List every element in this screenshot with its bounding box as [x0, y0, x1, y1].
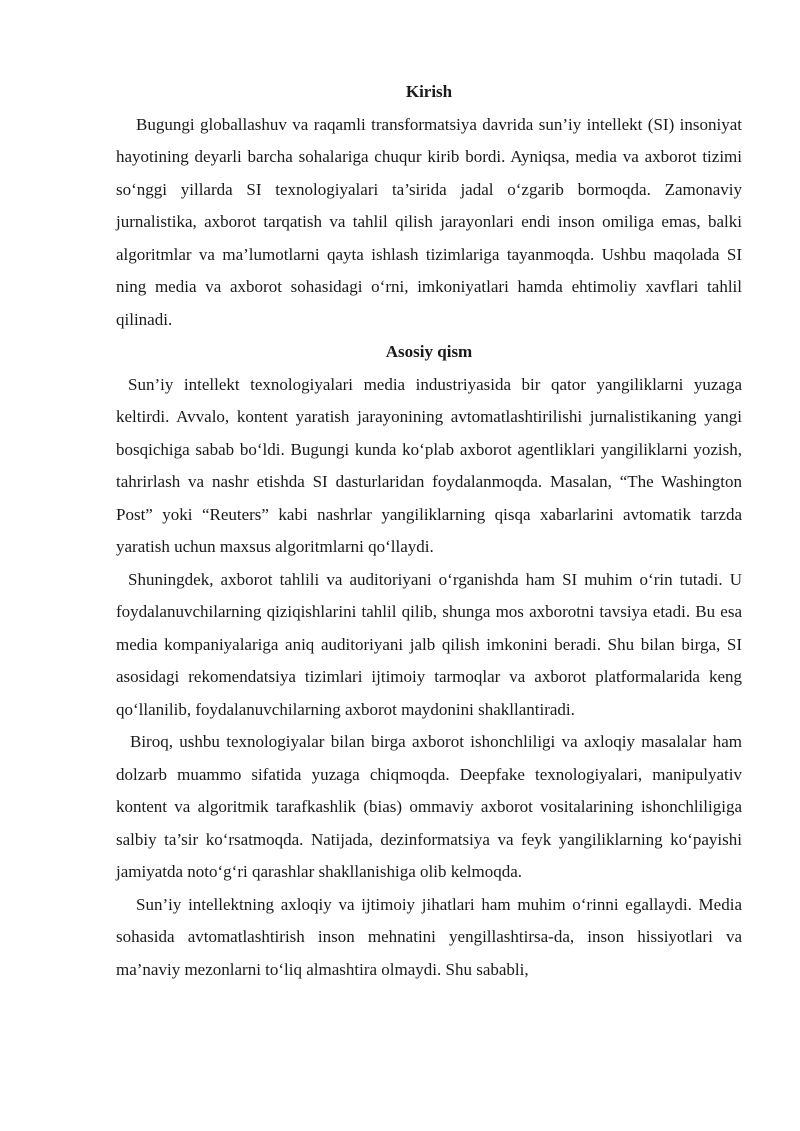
- main-paragraph-3: Biroq, ushbu texnologiyalar bilan birga axborot ishonchliligi va axloqiy masalalar ham dolzarb muammo sifatida yuzaga chiqmoqda. Deepfake texnologiyalari, manipulyativ kontent va algoritmik tarafkashlik (bias) ommaviy axborot vositalarining ishonchliligiga salbiy ta’sir ko‘rsatmoqda. Natijada, dezinformatsiya va feyk yangiliklarning ko‘payishi jamiyatda noto‘g‘ri qarashlar shakllanishiga olib kelmoqda.: [116, 732, 742, 881]
- main-paragraph-1: Sun’iy intellekt texnologiyalari media industriyasida bir qator yangiliklarni yuzaga keltirdi. Avvalo, kontent yaratish jarayonining avtomatlashtirilishi jurnalistikaning yangi bosqichiga sabab bo‘ldi. Bugungi kunda ko‘plab axborot agentliklari yangiliklarni yozish, tahrirlash va nashr etishda SI dasturlaridan foydalanmoqda. Masalan, “The Washington Post” yoki “Reuters” kabi nashrlar yangiliklarning qisqa xabarlarini avtomatik tarzda yaratish uchun maxsus algoritmlarni qo‘llaydi.: [116, 374, 742, 556]
- intro-paragraph: Bugungi globallashuv va raqamli transformatsiya davrida sun’iy intellekt (SI) insoniyat hayotining deyarli barcha sohalariga chuqur kirib bordi. Ayniqsa, media va axborot tizimi so‘nggi yillarda SI texnologiyalari ta’sirida jadal o‘zgarib bormoqda. Zamonaviy jurnalistika, axborot tarqatish va tahlil qilish jarayonlari endi inson omiliga emas, balki algoritmlar va ma’lumotlarni qayta ishlash tizimlariga tayanmoqda. Ushbu maqolada SI ning media va axborot sohasidagi o‘rni, imkoniyatlari hamda ehtimoliy xavflari tahlil qilinadi.: [116, 114, 742, 329]
- heading-main: Asosiy qism: [385, 342, 473, 361]
- heading-intro: Kirish: [405, 82, 453, 101]
- document-body: [116, 76, 742, 986]
- main-paragraph-4: Sun’iy intellektning axloqiy va ijtimoiy jihatlari ham muhim o‘rinni egallaydi. Media sohasida avtomatlashtirish inson mehnatini yengillashtirsa-da, inson hissiyotlari va ma’naviy mezonlarni to‘liq almashtira olmaydi. Shu sababli,: [116, 894, 742, 979]
- main-paragraph-2: Shuningdek, axborot tahlili va auditoriyani o‘rganishda ham SI muhim o‘rin tutadi. U foydalanuvchilarning qiziqishlarini tahlil qilib, shunga mos axborotni tavsiya etadi. Bu esa media kompaniyalariga aniq auditoriyani jalb qilish imkonini beradi. Shu bilan birga, SI asosidagi rekomendatsiya tizimlari ijtimoiy tarmoqlar va axborot platformalarida keng qo‘llanilib, foydalanuvchilarning axborot maydonini shakllantiradi.: [116, 569, 742, 719]
